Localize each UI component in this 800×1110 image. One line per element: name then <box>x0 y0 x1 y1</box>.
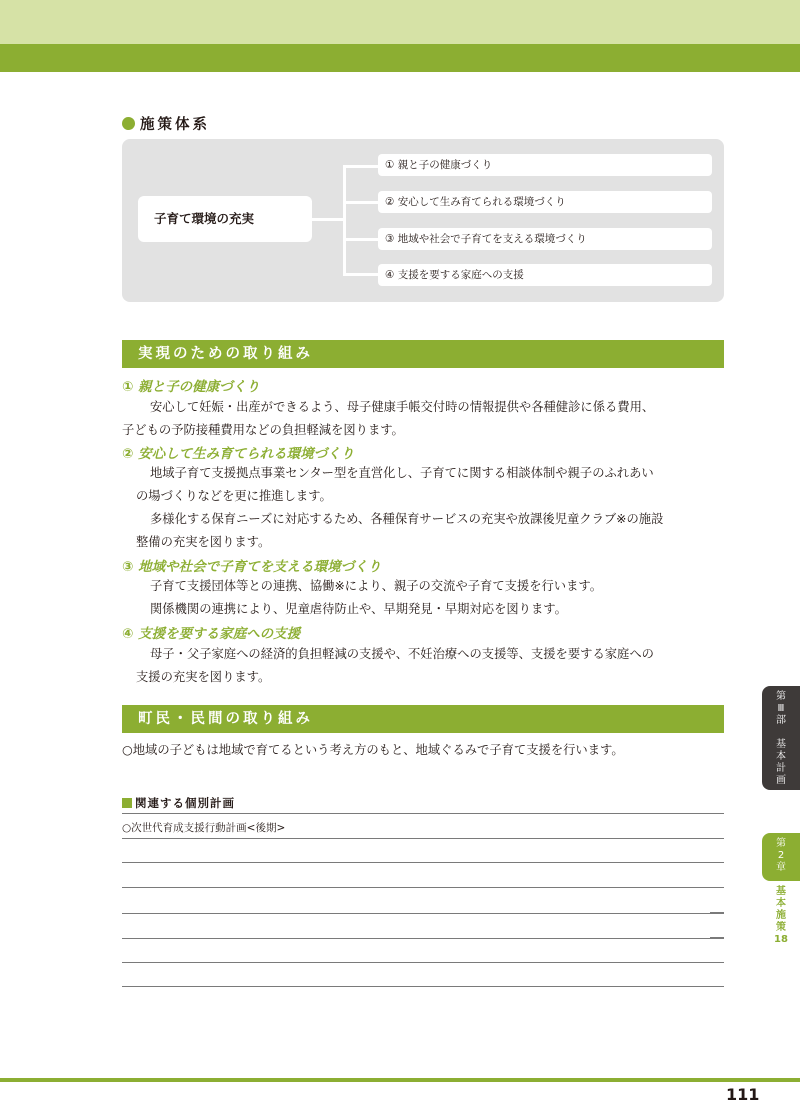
initiative-3-title: ③ 地域や社会で子育てを支える環境づくり <box>122 559 382 575</box>
square-bullet-icon <box>122 798 132 808</box>
ruled-line <box>122 913 724 914</box>
initiative-4-title: ④ 支援を要する家庭への支援 <box>122 626 301 642</box>
vertical-glyph: 本 <box>776 751 786 762</box>
ruled-line <box>122 938 724 939</box>
initiative-4-paragraph: 母子・父子家庭への経済的負担軽減の支援や、不妊治療への支援等、支援を要する家庭への 支援の充実を図ります。 <box>136 647 654 684</box>
footer-line <box>0 1078 800 1082</box>
connector-horizontal <box>312 218 344 221</box>
initiatives-heading: 実現のための取り組み <box>122 340 724 368</box>
initiative-2-paragraph-2: 多様化する保育ニーズに対応するため、各種保育サービスの充実や放課後児童クラブ※の施設 整備の充実を図ります。 <box>136 512 664 549</box>
policy-branch-3: ③ 地域や社会で子育てを支える環境づくり <box>378 228 712 250</box>
initiative-3-paragraph-2: 関係機関の連携により、児童虐待防止や、早期発見・早期対応を図ります。 <box>150 602 567 616</box>
ruled-line <box>122 887 724 888</box>
header-band <box>0 0 800 44</box>
connector-branch-4 <box>343 273 379 276</box>
vertical-glyph: 18 <box>774 934 788 945</box>
part-tab-label <box>762 686 800 787</box>
ruled-line <box>122 962 724 963</box>
related-plan-item: ○次世代育成支援行動計画<後期> <box>122 822 286 834</box>
policy-root-node: 子育て環境の充実 <box>138 196 312 242</box>
vertical-glyph: 章 <box>776 862 786 873</box>
vertical-glyph: 第 <box>776 691 786 702</box>
initiative-2-paragraph-1: 地域子育て支援拠点事業センター型を直営化し、子育てに関する相談体制や親子のふれあい の場づくりなどを更に推進します。 <box>136 466 654 503</box>
ruled-line <box>122 838 724 839</box>
chapter-tab <box>762 833 800 881</box>
vertical-glyph: 施 <box>776 910 786 921</box>
initiative-3-paragraph-1: 子育て支援団体等との連携、協働※により、親子の交流や子育て支援を行います。 <box>150 579 603 593</box>
initiative-2-title: ② 安心して生み育てられる環境づくり <box>122 446 355 462</box>
policy-branch-1: ① 親と子の健康づくり <box>378 154 712 176</box>
vertical-glyph: 2 <box>777 850 785 861</box>
policy-branch-4: ④ 支援を要する家庭への支援 <box>378 264 712 286</box>
vertical-glyph: 部 <box>776 715 786 726</box>
header-bar <box>0 44 800 72</box>
vertical-glyph: 基 <box>776 886 786 897</box>
policy-number-label <box>762 886 800 946</box>
vertical-glyph: 第 <box>776 838 786 849</box>
initiative-1-paragraph: 安心して妊娠・出産ができるよう、母子健康手帳交付時の情報提供や各種健診に係る費用、 子どもの予防接種費用などの負担軽減を図ります。 <box>122 400 655 437</box>
connector-vertical <box>343 165 346 275</box>
vertical-glyph: 計 <box>776 763 786 774</box>
policy-section-title: 施策体系 <box>122 113 210 134</box>
connector-branch-1 <box>343 165 379 168</box>
related-plans-title: 関連する個別計画 <box>122 795 235 811</box>
ruled-line <box>122 813 724 814</box>
ruled-line <box>122 862 724 863</box>
ruled-line <box>122 986 724 987</box>
policy-branch-2: ② 安心して生み育てられる環境づくり <box>378 191 712 213</box>
vertical-glyph <box>762 727 800 739</box>
part-tab <box>762 686 800 790</box>
vertical-glyph: 策 <box>776 922 786 933</box>
private-sector-heading: 町民・民間の取り組み <box>122 705 724 733</box>
connector-branch-3 <box>343 238 379 241</box>
vertical-glyph: Ⅲ <box>777 703 785 714</box>
policy-diagram <box>122 139 724 302</box>
page-number: 111 <box>726 1085 760 1104</box>
vertical-glyph: 本 <box>776 898 786 909</box>
vertical-glyph: 基 <box>776 739 786 750</box>
chapter-tab-label <box>762 833 800 874</box>
connector-branch-2 <box>343 201 379 204</box>
initiative-1-title: ① 親と子の健康づくり <box>122 379 260 395</box>
private-sector-text: ○地域の子どもは地域で育てるという考え方のもと、地域ぐるみで子育て支援を行います。 <box>122 743 624 757</box>
vertical-glyph: 画 <box>776 775 786 786</box>
bullet-dot-icon <box>122 117 135 130</box>
